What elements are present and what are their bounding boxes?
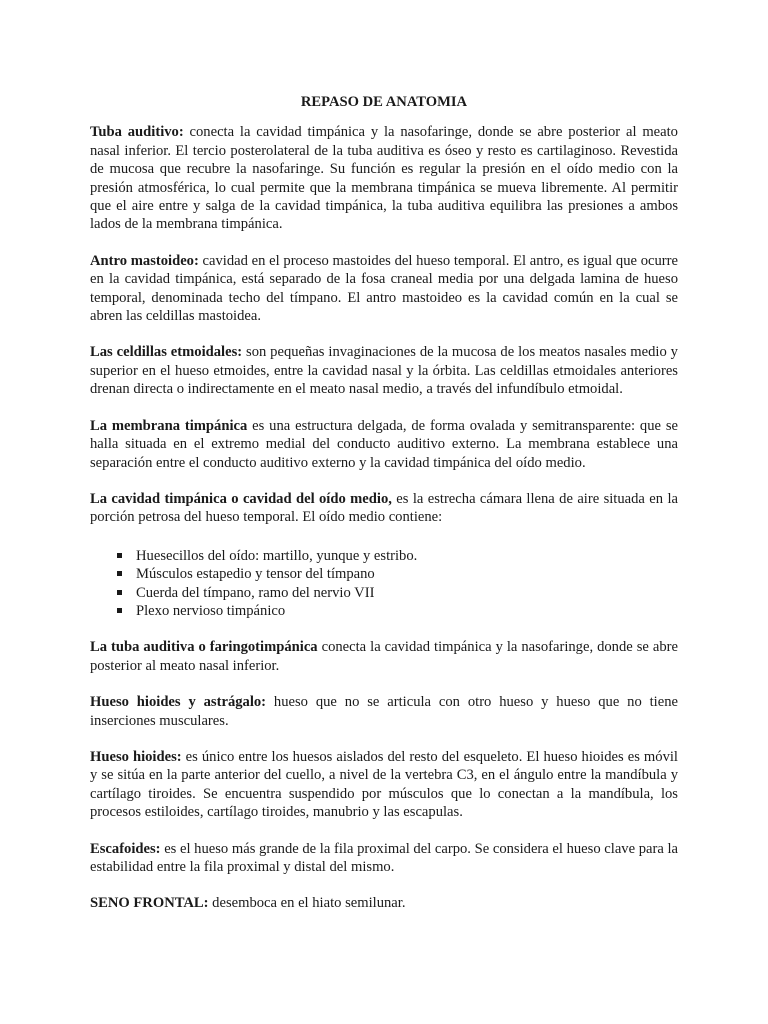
- term-antro-mastoideo: Antro mastoideo:: [90, 252, 199, 269]
- list-item: Huesecillos del oído: martillo, yunque y estribo.: [117, 547, 678, 565]
- text-celdillas-etmoidales: son pequeñas invaginaciones de la mucosa de los meatos nasales medio y superior en el hueso etmoides, entre la cavidad nasal y la órbita. Las celdillas etmoidales anteriores drenan directa o indirectamente en el meato nasal medio, a través del infundíbulo etmoidal.: [90, 344, 678, 398]
- paragraph-cavidad-timpanica: [90, 490, 678, 527]
- term-hioides-astragalo: Hueso hioides y astrágalo:: [90, 694, 267, 711]
- paragraph-tuba-faringotimpanica: [90, 638, 678, 675]
- term-cavidad-timpanica: La cavidad timpánica o cavidad del oído medio,: [90, 490, 392, 507]
- term-celdillas-etmoidales: Las celdillas etmoidales:: [90, 344, 243, 361]
- term-seno-frontal: SENO FRONTAL:: [90, 895, 209, 912]
- term-hueso-hioides: Hueso hioides:: [90, 748, 182, 765]
- text-hioides-astragalo: hueso que no se articula con otro hueso y hueso que no tiene inserciones musculares.: [90, 694, 678, 729]
- list-item: Plexo nervioso timpánico: [117, 602, 678, 620]
- term-tuba-auditivo: Tuba auditivo:: [90, 124, 184, 141]
- text-seno-frontal: desemboca en el hiato semilunar.: [208, 895, 406, 912]
- term-tuba-faringotimpanica: La tuba auditiva o faringotimpánica: [90, 639, 318, 656]
- list-item: Cuerda del tímpano, ramo del nervio VII: [117, 584, 678, 602]
- paragraph-tuba-auditivo: [90, 123, 678, 233]
- text-escafoides: es el hueso más grande de la fila proximal del carpo. Se considera el hueso clave para la estabilidad entre la fila proximal y distal del mismo.: [90, 840, 679, 875]
- paragraph-seno-frontal: [90, 894, 678, 912]
- term-membrana-timpanica: La membrana timpánica: [90, 417, 248, 434]
- paragraph-escafoides: [90, 840, 678, 877]
- paragraph-hioides-astragalo: [90, 693, 678, 730]
- text-hueso-hioides: es único entre los huesos aislados del resto del esqueleto. El hueso hioides es móvil y se sitúa en la parte anterior del cuello, a nivel de la vertebra C3, en el ángulo entre la mandíbula y cartílago tiroides. Se encuentra suspendido por músculos que lo conectan a la mandíbula, los procesos estiloides, cartílago tiroides, manubrio y las escapulas.: [90, 748, 678, 821]
- paragraph-antro-mastoideo: [90, 252, 678, 326]
- middle-ear-list: [90, 547, 678, 621]
- list-item: Músculos estapedio y tensor del tímpano: [117, 565, 678, 583]
- paragraph-hueso-hioides: [90, 748, 678, 822]
- text-membrana-timpanica: es una estructura delgada, de forma ovalada y semitransparente: que se halla situada en el extremo medial del conducto auditivo externo. La membrana establece una separación entre el conducto auditivo externo y la cavidad timpánica del oído medio.: [90, 417, 678, 471]
- text-tuba-auditivo: conecta la cavidad timpánica y la nasofaringe, donde se abre posterior al meato nasal inferior. El tercio posterolateral de la tuba auditiva es óseo y resto es cartilaginoso. Revestida de mucosa que recubre la nasofaringe. Su función es regular la presión en el oído medio con la presión atmosférica, lo cual permite que la membrana timpánica se mueva libremente. Al permitir que el aire entre y salga de la cavidad timpánica, la tuba auditiva equilibra las presiones a ambos lados de la membrana timpánica.: [90, 124, 678, 233]
- document-page: [90, 93, 678, 931]
- paragraph-celdillas-etmoidales: [90, 343, 678, 398]
- text-tuba-faringotimpanica: conecta la cavidad timpánica y la nasofaringe, donde se abre posterior al meato nasal inferior.: [90, 639, 679, 674]
- document-title: REPASO DE ANATOMIA: [300, 94, 468, 110]
- text-antro-mastoideo: cavidad en el proceso mastoides del hueso temporal. El antro, es igual que ocurre en la cavidad timpánica, está separado de la fosa craneal media por una delgada lamina de hueso temporal, denominada techo del tímpano. El antro mastoideo es la cavidad común en la cual se abren las celdillas mastoidea.: [90, 252, 678, 325]
- text-cavidad-timpanica: es la estrecha cámara llena de aire situada en la porción petrosa del hueso temporal. El oído medio contiene:: [90, 490, 678, 526]
- paragraph-membrana-timpanica: [90, 417, 678, 472]
- term-escafoides: Escafoides:: [90, 840, 161, 857]
